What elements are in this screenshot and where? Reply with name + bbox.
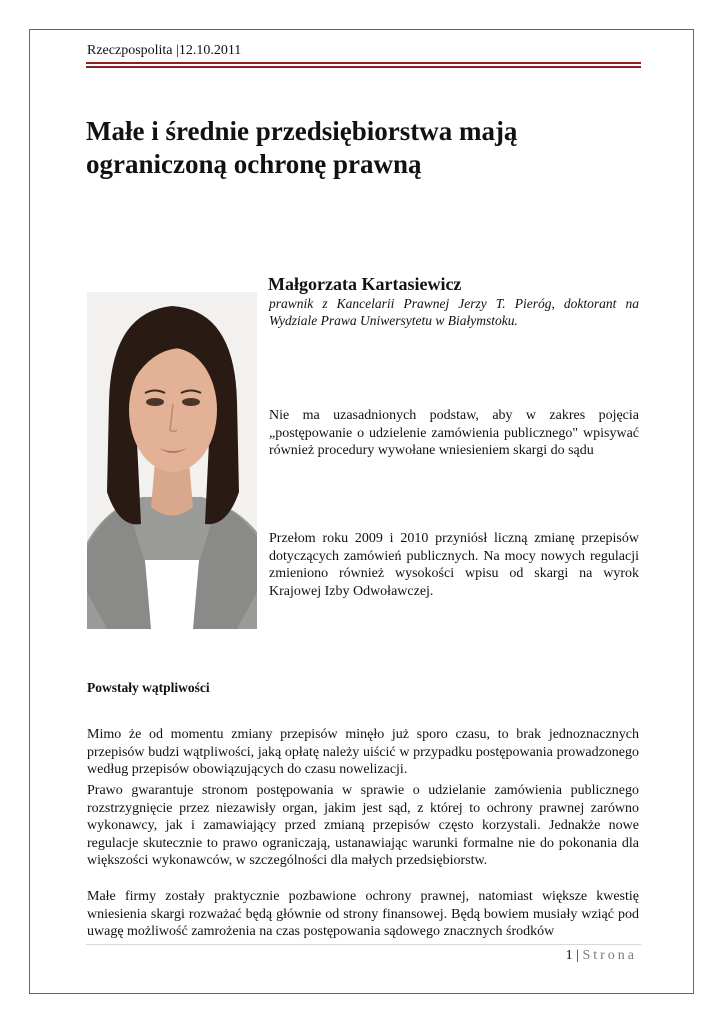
- page-footer: [566, 948, 637, 964]
- body-paragraph: Prawo gwarantuje stronom postępowania w sprawie o udzielanie zamówienia publicznego rozstrzygnięcie przez niezawisły organ, jakim jest sąd, z której to ochrony prawnej zarówno wykonawcy, jak i zamawiający przed zmianą przepisów często korzystali. Jednakże nowe regulacje skutecznie to prawo ograniczają, ustanawiając warunki formalne nie do pokonania dla większości wykonawców, w szczególności dla małych przedsiębiorstw.: [87, 783, 639, 868]
- lead-paragraph: Przełom roku 2009 i 2010 przyniósł liczną zmianę przepisów dotyczących zamówień publicznych. Na mocy nowych regulacji zmieniono również wysokości wpisu od skargi na wyrok Krajowej Izby Odwoławczej.: [269, 531, 639, 599]
- header-rule: [86, 62, 641, 64]
- page-label: Strona: [582, 948, 637, 963]
- page-number: 1: [565, 948, 573, 963]
- author-name: Małgorzata Kartasiewicz: [268, 274, 462, 294]
- footer-separator: |: [576, 948, 579, 963]
- lead-paragraph: Nie ma uzasadnionych podstaw, aby w zakres pojęcia „postępowanie o udzielenie zamówienia publicznego" wpisywać również procedury wywołane wniesieniem skargi do sądu: [269, 408, 639, 459]
- article-title: Małe i średnie przedsiębiorstwa mają ograniczoną ochronę prawną: [86, 116, 518, 179]
- author-portrait-image: [87, 292, 257, 629]
- body-paragraph: Małe firmy zostały praktycznie pozbawione ochrony prawnej, natomiast większe kwestię wniesienia skargi rozważać będą głównie od strony finansowej. Będą bowiem musiały wziąć pod uwagę możliwość zamrożenia na czas postępowania sądowego znacznych środków: [87, 889, 639, 939]
- author-photo: [87, 292, 257, 629]
- section-heading: Powstały wątpliwości: [87, 680, 210, 695]
- header-rule-secondary: [86, 66, 641, 68]
- body-paragraph: Mimo że od momentu zmiany przepisów minęło już sporo czasu, to brak jednoznacznych przepisów budzi wątpliwości, jaką opłatę należy uiścić w przypadku postępowania prowadzonego według przepisów obowiązujących do czasu nowelizacji.: [87, 727, 639, 777]
- footer-rule: [86, 944, 641, 945]
- author-description: prawnik z Kancelarii Prawnej Jerzy T. Pieróg, doktorant na Wydziale Prawa Uniwersytetu w Białymstoku.: [269, 296, 639, 328]
- header-source: Rzeczpospolita |12.10.2011: [87, 43, 242, 58]
